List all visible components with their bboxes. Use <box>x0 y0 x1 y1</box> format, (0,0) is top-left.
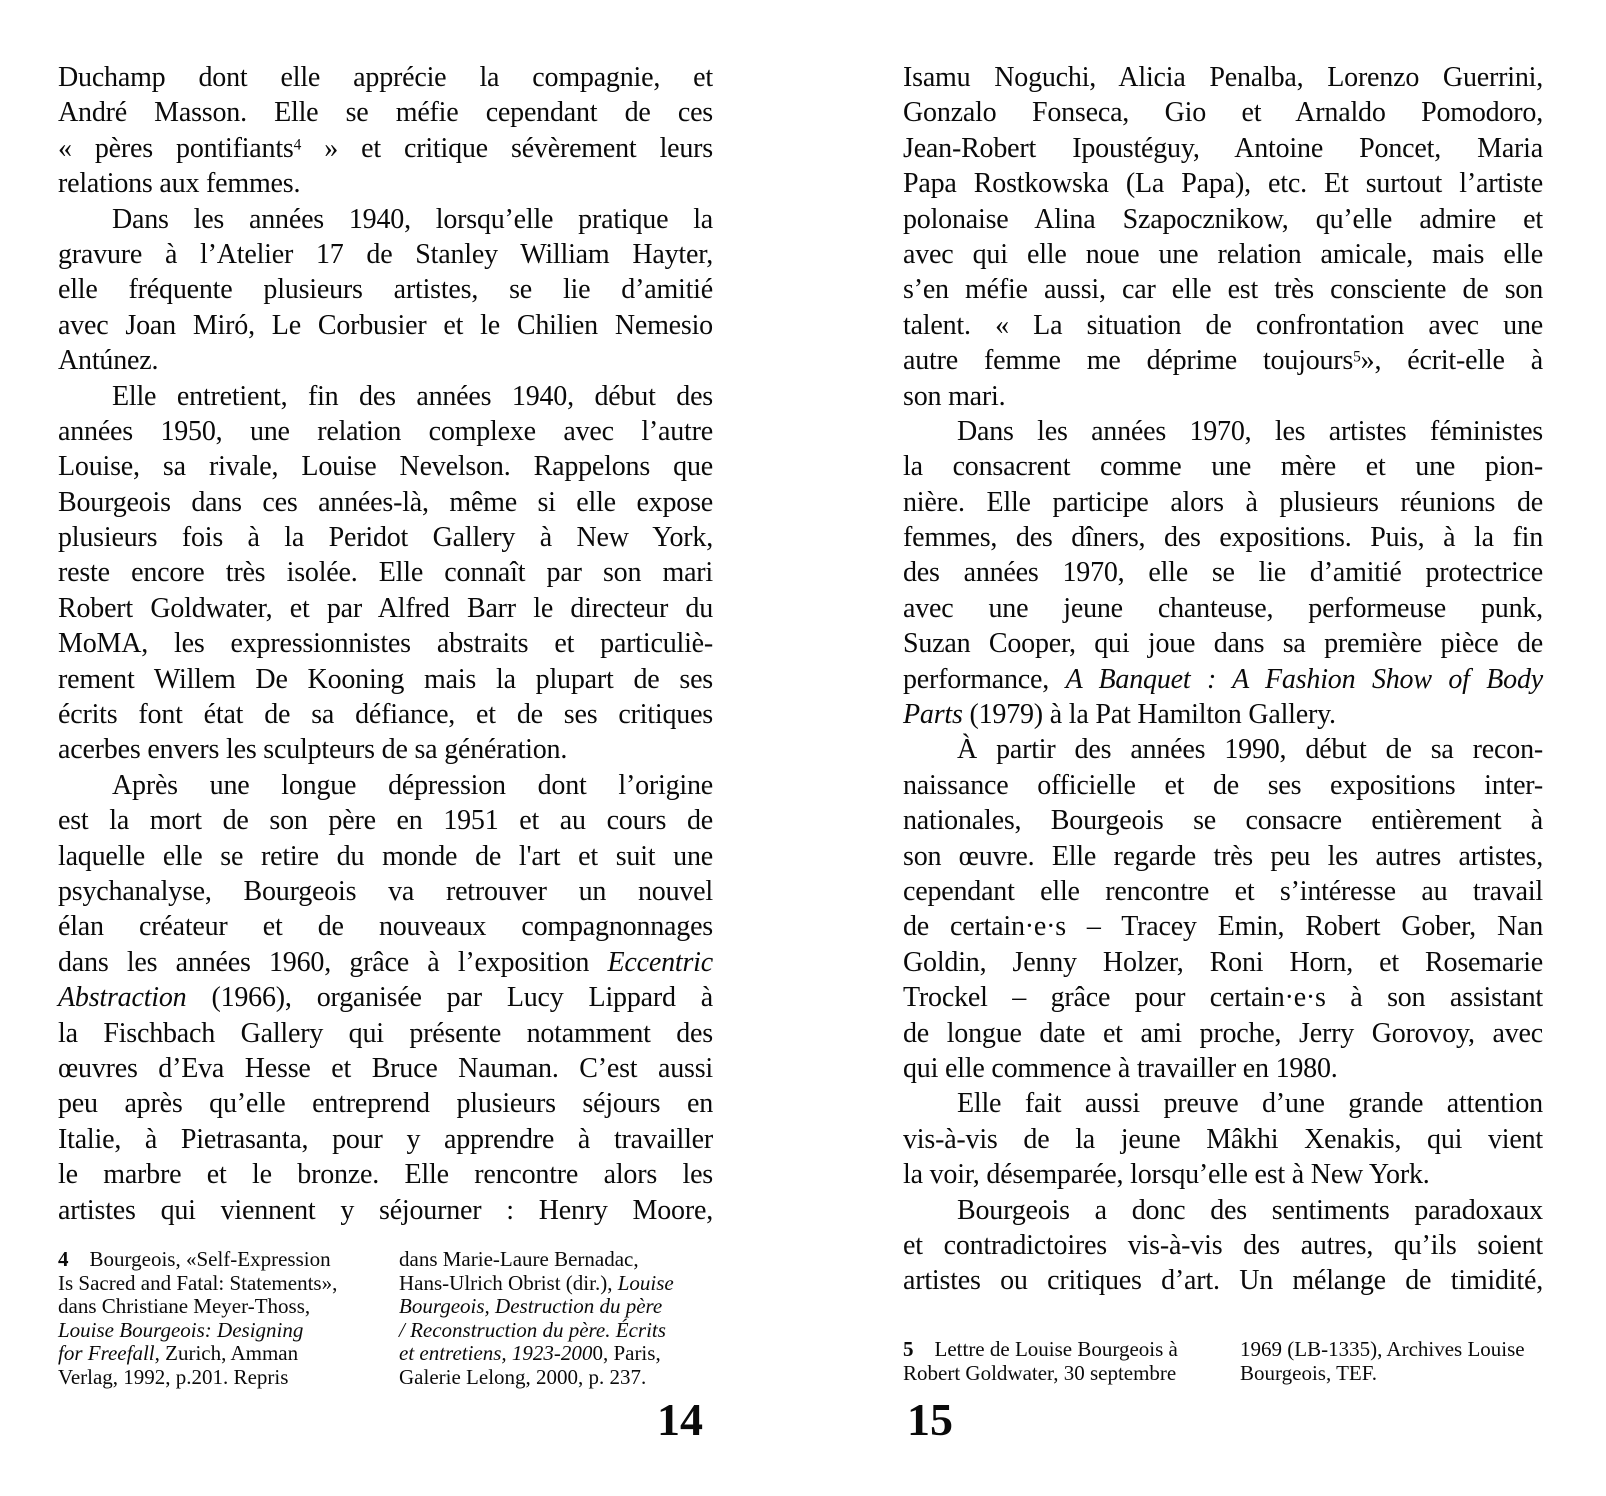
footnote-5-left-column <box>903 1338 1223 1385</box>
text-line: performance, A Banquet : A Fashion Show of Body <box>903 663 1543 695</box>
footnote-line: dans Marie-Laure Bernadac, <box>399 1247 639 1271</box>
footnote-4 <box>58 1248 713 1390</box>
text-line: Antúnez. <box>58 345 159 377</box>
footnote-4-right-column <box>399 1248 713 1390</box>
text-line: Goldin, Jenny Holzer, Roni Horn, et Rosemarie <box>903 946 1543 978</box>
footnote-line: Is Sacred and Fatal: Statements», <box>58 1270 338 1295</box>
text-line: Bourgeois a donc des sentiments paradoxaux <box>957 1194 1543 1226</box>
footnote-line: Robert Goldwater, 30 septembre <box>903 1360 1177 1385</box>
text-line: Elle fait aussi preuve d’une grande attention <box>957 1088 1543 1120</box>
footnote-5 <box>903 1338 1543 1386</box>
text-line: nière. Elle participe alors à plusieurs réunions de <box>903 486 1543 518</box>
text-line: Dans les années 1970, les artistes féministes <box>957 415 1543 447</box>
text-line: naissance officielle et de ses expositions inter- <box>903 769 1543 801</box>
footnote-line: Galerie Lelong, 2000, p. 237. <box>399 1364 647 1389</box>
text-line: André Masson. Elle se méfie cependant de ces <box>58 97 713 129</box>
text-line: autre femme me déprime toujours$^5$», écrit-elle à <box>903 345 1543 377</box>
footnote-line: 4 Bourgeois, «Self-Expression <box>58 1247 331 1271</box>
page-14-text-column <box>58 60 713 1228</box>
text-line: talent. « La situation de confrontation avec une <box>903 309 1543 341</box>
page-15-text-column <box>903 60 1543 1299</box>
text-line: Bourgeois dans ces années-là, même si elle expose <box>58 486 713 518</box>
text-line: et contradictoires vis-à-vis des autres, qu’ils soient <box>903 1229 1543 1261</box>
text-line: années 1950, une relation complexe avec l’autre <box>58 415 713 447</box>
footnote-line: Hans-Ulrich Obrist (dir.), Louise <box>399 1270 674 1295</box>
text-line: femmes, des dîners, des expositions. Puis, à la fin <box>903 522 1543 554</box>
text-line: Elle entretient, fin des années 1940, début des <box>112 380 713 412</box>
page-number-14: 14 <box>657 1394 703 1445</box>
text-line: la Fischbach Gallery qui présente notamment des <box>58 1017 713 1049</box>
text-line: psychanalyse, Bourgeois va retrouver un nouvel <box>58 875 713 907</box>
text-line: Isamu Noguchi, Alicia Penalba, Lorenzo Guerrini, <box>903 62 1543 93</box>
text-line: œuvres d’Eva Hesse et Bruce Nauman. C’est aussi <box>58 1052 713 1084</box>
text-line: des années 1970, elle se lie d’amitié protectrice <box>903 557 1543 589</box>
text-line: la voir, désemparée, lorsqu’elle est à New York. <box>903 1159 1430 1191</box>
text-line: avec une jeune chanteuse, performeuse punk, <box>903 592 1543 624</box>
text-line: rement Willem De Kooning mais la plupart de ses <box>58 663 713 695</box>
page-number-15: 15 <box>907 1394 953 1445</box>
text-line: Dans les années 1940, lorsqu’elle pratique la <box>112 203 713 235</box>
text-line: Suzan Cooper, qui joue dans sa première pièce de <box>903 628 1543 660</box>
footnote-4-left-column <box>58 1248 390 1390</box>
text-line: MoMA, les expressionnistes abstraits et particuliè- <box>58 628 713 660</box>
footnote-line: / Reconstruction du père. Écrits <box>399 1317 666 1342</box>
text-line: Après une longue dépression dont l’origine <box>112 769 713 801</box>
text-line: reste encore très isolée. Elle connaît par son mari <box>58 557 713 589</box>
footnote-line: Bourgeois, TEF. <box>1240 1360 1377 1385</box>
text-line: Abstraction (1966), organisée par Lucy Lippard à <box>58 982 713 1014</box>
text-line: Robert Goldwater, et par Alfred Barr le directeur du <box>58 592 713 624</box>
text-line: peu après qu’elle entreprend plusieurs séjours en <box>58 1088 713 1120</box>
text-line: est la mort de son père en 1951 et au cours de <box>58 805 713 837</box>
text-line: laquelle elle se retire du monde de l'art et suit une <box>58 840 713 872</box>
text-line: de certain·e·s – Tracey Emin, Robert Gober, Nan <box>903 911 1543 943</box>
footnote-line: Verlag, 1992, p.201. Repris <box>58 1364 289 1389</box>
text-line: qui elle commence à travailler en 1980. <box>903 1052 1338 1084</box>
text-line: la consacrent comme une mère et une pion- <box>903 451 1543 483</box>
text-line: avec qui elle noue une relation amicale, mais elle <box>903 238 1543 270</box>
text-line: son œuvre. Elle regarde très peu les autres artistes, <box>903 840 1543 872</box>
text-line: plusieurs fois à la Peridot Gallery à New York, <box>58 522 713 554</box>
text-line: elle fréquente plusieurs artistes, se lie d’amitié <box>58 274 713 306</box>
text-line: gravure à l’Atelier 17 de Stanley William Hayter, <box>58 238 713 270</box>
footnote-line: Bourgeois, Destruction du père <box>399 1294 663 1319</box>
text-line: cependant elle rencontre et s’intéresse au travail <box>903 875 1543 907</box>
text-line: élan créateur et de nouveaux compagnonnages <box>58 911 713 943</box>
text-line: son mari. <box>903 380 1006 412</box>
text-line: écrits font état de sa défiance, et de ses critiques <box>58 699 713 731</box>
text-line: polonaise Alina Szapocznikow, qu’elle admire et <box>903 203 1543 235</box>
text-line: Italie, à Pietrasanta, pour y apprendre à travailler <box>58 1123 713 1155</box>
footnote-5-right-column <box>1240 1338 1543 1385</box>
text-line: le marbre et le bronze. Elle rencontre alors les <box>58 1159 713 1191</box>
footnote-line: dans Christiane Meyer-Thoss, <box>58 1294 311 1319</box>
text-line: vis-à-vis de la jeune Mâkhi Xenakis, qui vient <box>903 1123 1543 1155</box>
footnote-line: 1969 (LB-1335), Archives Louise <box>1240 1337 1525 1361</box>
footnote-line: 5 Lettre de Louise Bourgeois à <box>903 1337 1178 1361</box>
text-line: Louise, sa rivale, Louise Nevelson. Rappelons que <box>58 451 713 483</box>
text-line: « pères pontifiants$^4$ » et critique sévèrement leurs <box>58 132 713 164</box>
text-line: relations aux femmes. <box>58 168 301 200</box>
text-line: artistes qui viennent y séjourner : Henry Moore, <box>58 1194 713 1226</box>
text-line: de longue date et ami proche, Jerry Gorovoy, avec <box>903 1017 1543 1049</box>
text-line: Parts (1979) à la Pat Hamilton Gallery. <box>903 699 1336 731</box>
text-line: Gonzalo Fonseca, Gio et Arnaldo Pomodoro, <box>903 97 1543 129</box>
text-line: s’en méfie aussi, car elle est très consciente de son <box>903 274 1543 306</box>
text-line: À partir des années 1990, début de sa recon- <box>957 734 1543 766</box>
text-line: dans les années 1960, grâce à l’exposition Eccentric <box>58 946 713 978</box>
text-line: Papa Rostkowska (La Papa), etc. Et surtout l’artiste <box>903 168 1543 200</box>
text-line: Jean-Robert Ipoustéguy, Antoine Poncet, Maria <box>903 132 1543 164</box>
text-line: Duchamp dont elle apprécie la compagnie, et <box>58 62 713 93</box>
text-line: artistes ou critiques d’art. Un mélange de timidité, <box>903 1265 1543 1297</box>
footnote-line: for Freefall, Zurich, Amman <box>58 1341 299 1366</box>
text-line: Trockel – grâce pour certain·e·s à son assistant <box>903 982 1543 1014</box>
text-line: avec Joan Miró, Le Corbusier et le Chilien Nemesio <box>58 309 713 341</box>
text-line: acerbes envers les sculpteurs de sa génération. <box>58 734 568 766</box>
footnote-line: et entretiens, 1923-2000, Paris, <box>399 1341 661 1366</box>
text-line: nationales, Bourgeois se consacre entièrement à <box>903 805 1543 837</box>
footnote-line: Louise Bourgeois: Designing <box>58 1317 304 1342</box>
